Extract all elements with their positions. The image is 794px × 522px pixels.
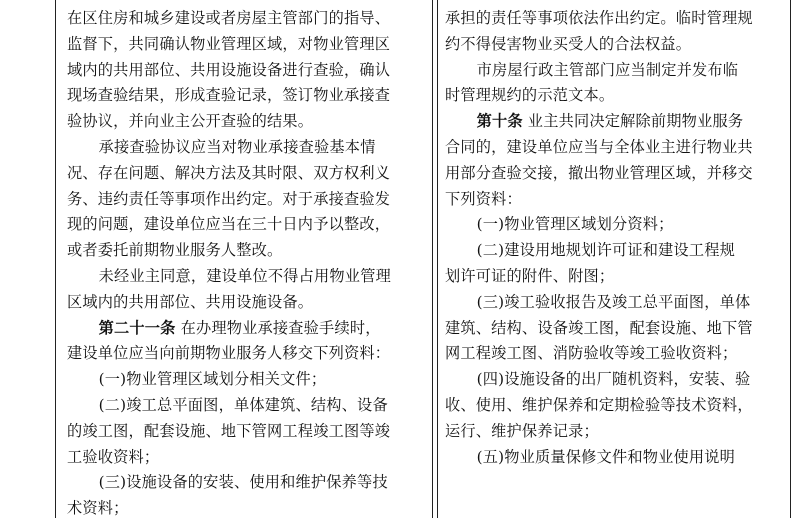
article-number: 第二十一条 [98, 318, 176, 337]
line-text: 建筑、结构、设备竣工图，配套设施、地下管 [445, 318, 753, 337]
text-line [445, 109, 785, 135]
column-divider [432, 0, 433, 518]
text-line [445, 341, 785, 367]
line-text: 约不得侵害物业买受人的合法权益。 [445, 34, 692, 53]
line-text: 划许可证的附件、附图； [445, 266, 615, 285]
text-line [67, 419, 429, 445]
line-text: 建设单位应当向前期物业服务人移交下列资料： [67, 344, 391, 363]
text-line [445, 316, 785, 342]
text-line [445, 32, 785, 58]
line-text: 监督下，共同确认物业管理区域，对物业管理区 [67, 34, 391, 53]
text-line [67, 161, 429, 187]
line-text: 区域内的共用部位、共用设施设备。 [67, 292, 314, 311]
line-text: 收、使用、维护保养和定期检验等技术资料， [445, 395, 753, 414]
line-text: (一)物业管理区域划分资料； [476, 215, 674, 234]
text-line [445, 6, 785, 32]
text-line [445, 187, 785, 213]
left-column-text [67, 6, 429, 522]
line-text: 在办理物业承接查验手续时， [175, 318, 381, 337]
line-text: 运行、维护保养记录； [445, 421, 599, 440]
line-text: (二)竣工总平面图，单体建筑、结构、设备 [98, 395, 388, 414]
line-text: 合同的，建设单位应当与全体业主进行物业共 [445, 137, 753, 156]
line-text: 现场查验结果，形成查验记录，签订物业承接查 [67, 86, 391, 105]
text-line [67, 341, 429, 367]
text-line [67, 445, 429, 471]
line-text: 业主共同决定解除前期物业服务 [522, 112, 744, 131]
text-line [445, 264, 785, 290]
line-text: 术资料； [67, 499, 129, 518]
text-line [445, 161, 785, 187]
text-line [445, 238, 785, 264]
line-text: 网工程竣工图、消防验收等竣工验收资料； [445, 344, 738, 363]
text-line [67, 367, 429, 393]
line-text: (四)设施设备的出厂随机资料，安装、验 [476, 370, 751, 389]
line-text: 域内的共用部位、共用设施设备进行查验，确认 [67, 60, 391, 79]
line-text: 工验收资料； [67, 447, 160, 466]
text-line [445, 212, 785, 238]
article-number: 第十条 [476, 112, 523, 131]
line-text: 况、存在问题、解决方法及其时限、双方权利义 [67, 163, 391, 182]
text-line [445, 393, 785, 419]
line-text: 承担的责任等事项依法作出约定。临时管理规 [445, 9, 753, 27]
text-line [67, 393, 429, 419]
text-line [67, 83, 429, 109]
text-line [67, 316, 429, 342]
line-text: 时管理规约的示范文本。 [445, 86, 615, 105]
text-line [67, 212, 429, 238]
text-line [445, 83, 785, 109]
line-text: 承接查验协议应当对物业承接查验基本情 [98, 137, 376, 156]
text-line [67, 32, 429, 58]
line-text: 在区住房和城乡建设或者房屋主管部门的指导、 [67, 9, 391, 27]
line-text: 未经业主同意，建设单位不得占用物业管理 [98, 266, 391, 285]
line-text: 务、违约责任等事项作出约定。对于承接查验发 [67, 189, 391, 208]
text-line [67, 135, 429, 161]
right-column-text [445, 6, 785, 470]
text-line [445, 135, 785, 161]
line-text: 市房屋行政主管部门应当制定并发布临 [476, 60, 739, 79]
text-line [445, 419, 785, 445]
text-line [67, 6, 429, 32]
line-text: 现的问题，建设单位应当在三十日内予以整改， [67, 215, 391, 234]
text-line [445, 290, 785, 316]
line-text: (三)竣工验收报告及竣工总平面图，单体 [476, 292, 751, 311]
text-line [67, 58, 429, 84]
line-text: (五)物业质量保修文件和物业使用说明 [476, 447, 736, 466]
line-text: (二)建设用地规划许可证和建设工程规 [476, 241, 736, 260]
line-text: (一)物业管理区域划分相关文件； [98, 370, 327, 389]
line-text: (三)设施设备的安装、使用和维护保养等技 [98, 473, 388, 492]
line-text: 的竣工图，配套设施、地下管网工程竣工图等竣 [67, 421, 391, 440]
text-line [67, 109, 429, 135]
line-text: 或者委托前期物业服务人整改。 [67, 241, 283, 260]
column-divider-inner [437, 0, 438, 518]
text-line [445, 445, 785, 471]
text-line [67, 496, 429, 522]
text-line [445, 367, 785, 393]
text-line [445, 58, 785, 84]
text-line [67, 470, 429, 496]
line-text: 用部分查验交接，撤出物业管理区域，并移交 [445, 163, 753, 182]
text-line [67, 187, 429, 213]
text-line [67, 264, 429, 290]
text-line [67, 238, 429, 264]
line-text: 验协议，并向业主公开查验的结果。 [67, 112, 314, 131]
text-line [67, 290, 429, 316]
line-text: 下列资料： [445, 189, 522, 208]
